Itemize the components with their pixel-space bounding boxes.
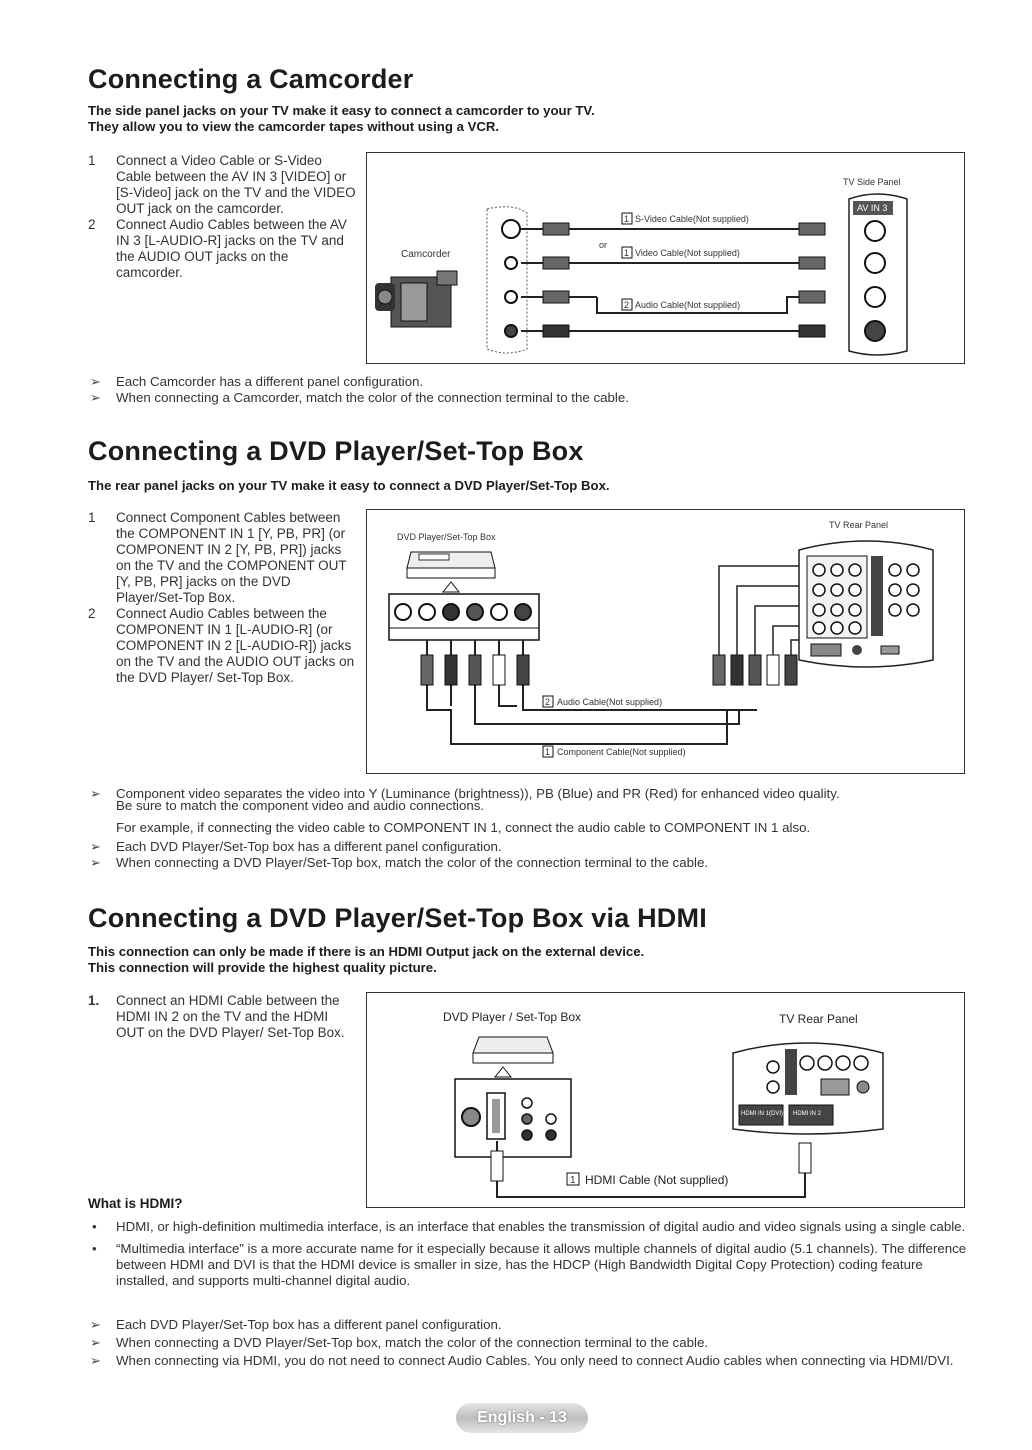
panel-label-tv-rear-hdmi: TV Rear Panel xyxy=(779,1012,858,1026)
section-title-hdmi: Connecting a DVD Player/Set-Top Box via HDMI xyxy=(88,903,707,933)
note-text: When connecting a DVD Player/Set-Top box, match the color of the connection terminal to the cable. xyxy=(116,855,709,870)
tv-audio-l-jack xyxy=(865,287,885,307)
subtitle-line: The side panel jacks on your TV make it easy to connect a camcorder to your TV. xyxy=(88,103,595,118)
tv-audio-r-jack xyxy=(865,321,885,341)
hdmi-plug xyxy=(799,1143,811,1173)
hdmi-connection-diagram xyxy=(367,993,964,1207)
note-text: Component video separates the video into Y (Luminance (brightness)), PB (Blue) and PR (Red) for enhanced video quality. xyxy=(116,786,840,801)
arrow-icon: ➢ xyxy=(90,855,101,870)
note-item xyxy=(88,839,968,855)
video-out-jack xyxy=(505,257,517,269)
camcorder-connection-diagram xyxy=(367,153,964,363)
svideo-cable-label: S-Video Cable(Not supplied) xyxy=(635,214,749,224)
note-text: Each DVD Player/Set-Top box has a different panel configuration. xyxy=(116,839,502,854)
note-item xyxy=(88,1353,968,1369)
audio-r-out-jack xyxy=(505,325,517,337)
arrow-icon: ➢ xyxy=(90,786,101,801)
step-text: Connect Audio Cables between the COMPONENT IN 1 [L-AUDIO-R] (or COMPONENT IN 2 [L-AUDIO-R]) jacks on the TV and the AUDIO OUT jacks on the DVD Player/ Set-Top Box. xyxy=(116,606,355,685)
arrow-icon: ➢ xyxy=(90,1335,101,1350)
arrow-icon: ➢ xyxy=(90,1353,101,1368)
audio-cable-label: Audio Cable(Not supplied) xyxy=(635,300,741,310)
section-subtitle-hdmi xyxy=(88,944,644,976)
notes-hdmi xyxy=(88,1317,968,1369)
dvd-player-icon xyxy=(407,552,495,578)
video-cable-label: Video Cable(Not supplied) xyxy=(635,248,740,258)
bullet-text: “Multimedia interface” is a more accurate name for it especially because it allows multiple channels of digital audio (5.1 channels). The difference between HDMI and DVI is that the HDMI device is smaller in size, has the HDCP (High Bandwidth Digital Copy Protection) coding feature installed, and supports multi-channel digital audio. xyxy=(116,1241,967,1288)
step-text: Connect a Video Cable or S-Video Cable between the AV IN 3 [VIDEO] or [S-Video] jack on the TV and the VIDEO OUT jack on the camcorder. xyxy=(116,153,356,216)
steps-dvd xyxy=(88,510,358,686)
panel-label-tv-side: TV Side Panel xyxy=(843,177,901,187)
diagram-hdmi xyxy=(366,992,965,1208)
note-item xyxy=(88,374,968,390)
section-title-dvd: Connecting a DVD Player/Set-Top Box xyxy=(88,436,584,466)
cable-number: 1 xyxy=(570,1175,576,1186)
step-number: 1. xyxy=(88,993,100,1008)
note-item xyxy=(88,390,968,406)
diagram-dvd xyxy=(366,509,965,774)
hdmi-plug xyxy=(491,1151,503,1181)
hdmi-in-1-label: HDMI IN 1(DVI) xyxy=(741,1111,783,1117)
bullet-item xyxy=(88,1219,968,1235)
step-item xyxy=(88,217,358,281)
step-text: Connect an HDMI Cable between the HDMI IN 2 on the TV and the HDMI OUT on the DVD Player/ Set-Top Box. xyxy=(116,993,345,1040)
device-label-dvd: DVD Player/Set-Top Box xyxy=(397,532,496,542)
audio-l-out-jack xyxy=(505,291,517,303)
cable-number: 1 xyxy=(545,747,551,757)
note-text: Each Camcorder has a different panel configuration. xyxy=(116,374,424,389)
cable-plugs xyxy=(421,655,797,685)
av-in-3-label: AV IN 3 xyxy=(857,203,888,213)
step-item xyxy=(88,606,358,686)
step-number: 1 xyxy=(88,153,96,168)
bullet-icon: • xyxy=(92,1219,97,1234)
steps-camcorder xyxy=(88,153,358,281)
dvd-connection-diagram xyxy=(367,510,964,773)
step-number: 2 xyxy=(88,606,96,621)
component-cable-label: Component Cable(Not supplied) xyxy=(557,747,686,757)
note-text: For example, if connecting the video cable to COMPONENT IN 1, connect the audio cable to COMPONENT IN 1 also. xyxy=(116,820,811,835)
cable-number: 1 xyxy=(624,214,630,224)
cable-number: 1 xyxy=(624,248,630,258)
section-subtitle-dvd xyxy=(88,478,610,494)
step-text: Connect Audio Cables between the AV IN 3 [L-AUDIO-R] jacks on the TV and the AUDIO OUT jacks on the camcorder. xyxy=(116,217,347,280)
step-item xyxy=(88,993,358,1041)
device-label-camcorder: Camcorder xyxy=(401,249,451,260)
steps-hdmi xyxy=(88,993,358,1041)
page-footer: English - 13 xyxy=(456,1403,588,1433)
cable-lines-tv xyxy=(719,566,807,655)
tv-svideo-jack xyxy=(865,221,885,241)
bullet-item xyxy=(88,1241,968,1289)
cable-plugs xyxy=(543,223,825,337)
subtitle-line: The rear panel jacks on your TV make it easy to connect a DVD Player/Set-Top Box. xyxy=(88,478,610,493)
subtitle-line: This connection can only be made if there is an HDMI Output jack on the external device. xyxy=(88,944,645,959)
cable-number: 2 xyxy=(545,697,551,707)
cable-number: 2 xyxy=(624,300,630,310)
bullet-text: HDMI, or high-definition multimedia interface, is an interface that enables the transmission of digital audio and video signals using a single cable. xyxy=(116,1219,966,1234)
arrow-icon: ➢ xyxy=(90,374,101,389)
note-item xyxy=(88,1317,968,1333)
notes-camcorder xyxy=(88,374,968,406)
subtitle-line: They allow you to view the camcorder tapes without using a VCR. xyxy=(88,119,500,134)
note-item xyxy=(88,798,968,814)
cable-lines xyxy=(521,229,817,331)
or-label: or xyxy=(599,240,608,250)
camcorder-icon xyxy=(375,271,457,327)
hdmi-in-2-label: HDMI IN 2 xyxy=(793,1111,822,1117)
note-item xyxy=(88,855,968,871)
svideo-out-jack xyxy=(502,220,520,238)
hdmi-bullets xyxy=(88,1219,968,1289)
diagram-camcorder xyxy=(366,152,965,364)
arrow-icon: ➢ xyxy=(90,839,101,854)
arrow-icon: ➢ xyxy=(90,1317,101,1332)
note-item xyxy=(88,1335,968,1351)
dvd-player-icon xyxy=(473,1037,553,1063)
notes-dvd xyxy=(88,786,968,871)
note-text: Each DVD Player/Set-Top box has a different panel configuration. xyxy=(116,1317,502,1332)
step-number: 1 xyxy=(88,510,96,525)
note-text: When connecting a DVD Player/Set-Top box, match the color of the connection terminal to the cable. xyxy=(116,1335,709,1350)
what-is-hdmi-heading: What is HDMI? xyxy=(88,1196,183,1211)
step-item xyxy=(88,153,358,217)
device-label-dvd-hdmi: DVD Player / Set-Top Box xyxy=(443,1010,582,1024)
subtitle-line: This connection will provide the highest quality picture. xyxy=(88,960,437,975)
note-text: Be sure to match the component video and audio connections. xyxy=(116,798,485,813)
step-text: Connect Component Cables between the COMPONENT IN 1 [Y, PB, PR] (or COMPONENT IN 2 [Y, PB, PR]) jacks on the TV and the COMPONENT OUT [Y, PB, PR] jacks on the DVD Player/Set-Top Box. xyxy=(116,510,347,605)
step-number: 2 xyxy=(88,217,96,232)
audio-cable-label: Audio Cable(Not supplied) xyxy=(557,697,663,707)
arrow-icon: ➢ xyxy=(90,390,101,405)
note-text: When connecting via HDMI, you do not need to connect Audio Cables. You only need to connect Audio cables when connecting via HDMI/DVI. xyxy=(116,1353,954,1368)
hdmi-cable-label: HDMI Cable (Not supplied) xyxy=(585,1173,729,1187)
note-text: When connecting a Camcorder, match the color of the connection terminal to the cable. xyxy=(116,390,629,405)
section-subtitle-camcorder xyxy=(88,103,595,135)
note-item xyxy=(88,820,968,836)
panel-label-tv-rear: TV Rear Panel xyxy=(829,520,889,530)
tv-video-jack xyxy=(865,253,885,273)
bullet-icon: • xyxy=(92,1241,97,1256)
section-title-camcorder: Connecting a Camcorder xyxy=(88,64,414,94)
step-item xyxy=(88,510,358,606)
